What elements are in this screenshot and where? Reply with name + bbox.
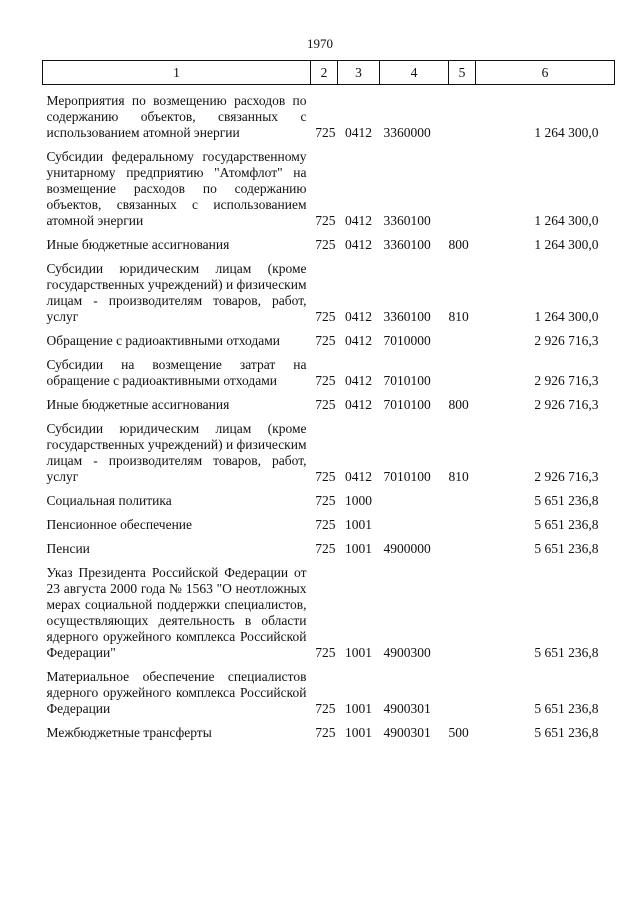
table-body bbox=[43, 85, 615, 742]
row-grbs-code: 725 bbox=[315, 725, 336, 740]
row-spacer-cell bbox=[43, 389, 615, 397]
row-section-code: 1001 bbox=[345, 725, 372, 740]
row-target-code: 4900301 bbox=[383, 725, 431, 740]
row-target-code: 4900301 bbox=[383, 701, 431, 716]
table-row bbox=[43, 669, 615, 717]
row-expense-type-code bbox=[449, 541, 476, 557]
table-row bbox=[43, 397, 615, 413]
row-spacer-cell bbox=[43, 717, 615, 725]
row-name: Пенсионное обеспечение bbox=[46, 517, 193, 532]
row-expense-type-code bbox=[449, 493, 476, 509]
row-spacer-cell bbox=[43, 85, 615, 94]
row-expense-type-code: 800 bbox=[448, 237, 469, 252]
header-row bbox=[43, 61, 615, 85]
row-amount: 1 264 300,0 bbox=[534, 213, 599, 228]
row-spacer-cell bbox=[43, 141, 615, 149]
row-section-code: 0412 bbox=[345, 309, 372, 324]
row-target-code: 7010100 bbox=[383, 373, 431, 388]
row-grbs-code: 725 bbox=[315, 373, 336, 388]
row-expense-type-code bbox=[449, 565, 476, 661]
row-target-code: 3360100 bbox=[383, 237, 431, 252]
row-target-code: 4900300 bbox=[383, 645, 431, 660]
row-amount: 2 926 716,3 bbox=[534, 373, 599, 388]
row-target-code: 3360100 bbox=[383, 309, 431, 324]
row-section-code: 1001 bbox=[345, 645, 372, 660]
row-expense-type-code bbox=[449, 333, 476, 349]
row-target-code: 7010100 bbox=[383, 397, 431, 412]
row-section-code: 0412 bbox=[345, 397, 372, 412]
row-name: Субсидии юридическим лицам (кроме государственных учреждений) и физическим лицам - производителям товаров, работ, услуг bbox=[46, 261, 307, 324]
table-row bbox=[43, 237, 615, 253]
table-row bbox=[43, 421, 615, 485]
row-spacer bbox=[43, 661, 615, 669]
row-spacer-cell bbox=[43, 509, 615, 517]
table-row bbox=[43, 333, 615, 349]
row-spacer bbox=[43, 509, 615, 517]
row-grbs-code: 725 bbox=[315, 237, 336, 252]
row-spacer-cell bbox=[43, 229, 615, 237]
row-spacer-cell bbox=[43, 325, 615, 333]
row-spacer bbox=[43, 349, 615, 357]
row-grbs-code: 725 bbox=[315, 645, 336, 660]
row-expense-type-code bbox=[449, 517, 476, 533]
row-expense-type-code bbox=[449, 149, 476, 229]
table-row bbox=[43, 261, 615, 325]
row-section-code: 1000 bbox=[345, 493, 372, 508]
row-amount: 5 651 236,8 bbox=[534, 645, 599, 660]
row-amount: 5 651 236,8 bbox=[534, 517, 599, 532]
row-amount: 5 651 236,8 bbox=[534, 725, 599, 740]
row-expense-type-code: 810 bbox=[448, 469, 469, 484]
row-target-code bbox=[380, 517, 449, 533]
row-section-code: 0412 bbox=[345, 213, 372, 228]
row-grbs-code: 725 bbox=[315, 541, 336, 556]
table-row bbox=[43, 517, 615, 533]
row-spacer bbox=[43, 413, 615, 421]
header-col-1: 1 bbox=[43, 61, 311, 85]
row-amount: 2 926 716,3 bbox=[534, 397, 599, 412]
row-spacer bbox=[43, 389, 615, 397]
row-expense-type-code: 800 bbox=[448, 397, 469, 412]
row-name: Указ Президента Российской Федерации от 23 августа 2000 года № 1563 "О неотложных мерах социальной поддержки специалистов, осуществляющих деятельность в области ядерного оружейного комплекса Российской Федерации" bbox=[46, 565, 307, 660]
row-name: Мероприятия по возмещению расходов по содержанию объектов, связанных с использованием атомной энергии bbox=[46, 93, 307, 140]
row-name: Иные бюджетные ассигнования bbox=[46, 397, 230, 412]
row-name: Межбюджетные трансферты bbox=[46, 725, 212, 740]
table-row bbox=[43, 493, 615, 509]
row-section-code: 1001 bbox=[345, 541, 372, 556]
table-row bbox=[43, 149, 615, 229]
row-spacer-cell bbox=[43, 557, 615, 565]
row-amount: 5 651 236,8 bbox=[534, 701, 599, 716]
table-row bbox=[43, 93, 615, 141]
row-grbs-code: 725 bbox=[315, 517, 336, 532]
row-amount: 5 651 236,8 bbox=[534, 493, 599, 508]
row-spacer bbox=[43, 557, 615, 565]
row-spacer bbox=[43, 717, 615, 725]
row-section-code: 0412 bbox=[345, 469, 372, 484]
row-target-code: 4900000 bbox=[383, 541, 431, 556]
header-col-2: 2 bbox=[311, 61, 338, 85]
table-row bbox=[43, 357, 615, 389]
row-name: Субсидии юридическим лицам (кроме государственных учреждений) и физическим лицам - производителям товаров, работ, услуг bbox=[46, 421, 307, 484]
row-grbs-code: 725 bbox=[315, 701, 336, 716]
row-expense-type-code: 810 bbox=[448, 309, 469, 324]
table-row bbox=[43, 725, 615, 741]
row-name: Иные бюджетные ассигнования bbox=[46, 237, 230, 252]
row-name: Субсидии на возмещение затрат на обращение с радиоактивными отходами bbox=[46, 357, 307, 388]
row-target-code: 3360000 bbox=[383, 125, 431, 140]
row-spacer-cell bbox=[43, 413, 615, 421]
row-amount: 1 264 300,0 bbox=[534, 125, 599, 140]
row-name: Обращение с радиоактивными отходами bbox=[46, 333, 281, 348]
row-spacer bbox=[43, 533, 615, 541]
header-col-5: 5 bbox=[449, 61, 476, 85]
page-number: 1970 bbox=[307, 36, 333, 51]
row-spacer-cell bbox=[43, 485, 615, 493]
row-spacer-cell bbox=[43, 253, 615, 261]
row-name: Субсидии федеральному государственному унитарному предприятию "Атомфлот" на возмещение расходов по содержанию объектов, связанных с использованием атомной энергии bbox=[46, 149, 307, 228]
row-spacer bbox=[43, 485, 615, 493]
row-grbs-code: 725 bbox=[315, 309, 336, 324]
header-col-6: 6 bbox=[476, 61, 615, 85]
row-spacer bbox=[43, 85, 615, 94]
row-target-code: 7010100 bbox=[383, 469, 431, 484]
row-expense-type-code: 500 bbox=[448, 725, 469, 740]
row-expense-type-code bbox=[449, 669, 476, 717]
row-section-code: 0412 bbox=[345, 125, 372, 140]
table-row bbox=[43, 565, 615, 661]
row-grbs-code: 725 bbox=[315, 397, 336, 412]
row-target-code bbox=[380, 493, 449, 509]
row-amount: 1 264 300,0 bbox=[534, 309, 599, 324]
row-amount: 1 264 300,0 bbox=[534, 237, 599, 252]
row-section-code: 0412 bbox=[345, 237, 372, 252]
row-spacer bbox=[43, 229, 615, 237]
header-col-3: 3 bbox=[338, 61, 380, 85]
row-expense-type-code bbox=[449, 93, 476, 141]
row-name: Материальное обеспечение специалистов ядерного оружейного комплекса Российской Федерации bbox=[46, 669, 307, 716]
row-section-code: 0412 bbox=[345, 333, 372, 348]
row-section-code: 0412 bbox=[345, 373, 372, 388]
row-grbs-code: 725 bbox=[315, 493, 336, 508]
row-amount: 2 926 716,3 bbox=[534, 469, 599, 484]
row-amount: 5 651 236,8 bbox=[534, 541, 599, 556]
row-grbs-code: 725 bbox=[315, 125, 336, 140]
row-spacer bbox=[43, 325, 615, 333]
row-section-code: 1001 bbox=[345, 517, 372, 532]
row-grbs-code: 725 bbox=[315, 213, 336, 228]
table-row bbox=[43, 541, 615, 557]
row-spacer-cell bbox=[43, 661, 615, 669]
budget-table bbox=[42, 60, 615, 741]
row-grbs-code: 725 bbox=[315, 333, 336, 348]
row-name: Социальная политика bbox=[46, 493, 172, 508]
row-expense-type-code bbox=[449, 357, 476, 389]
row-spacer bbox=[43, 253, 615, 261]
header-col-4: 4 bbox=[380, 61, 449, 85]
row-amount: 2 926 716,3 bbox=[534, 333, 599, 348]
row-target-code: 3360100 bbox=[383, 213, 431, 228]
row-spacer-cell bbox=[43, 349, 615, 357]
row-spacer bbox=[43, 141, 615, 149]
row-grbs-code: 725 bbox=[315, 469, 336, 484]
row-spacer-cell bbox=[43, 533, 615, 541]
row-section-code: 1001 bbox=[345, 701, 372, 716]
row-target-code: 7010000 bbox=[383, 333, 431, 348]
row-name: Пенсии bbox=[46, 541, 90, 556]
